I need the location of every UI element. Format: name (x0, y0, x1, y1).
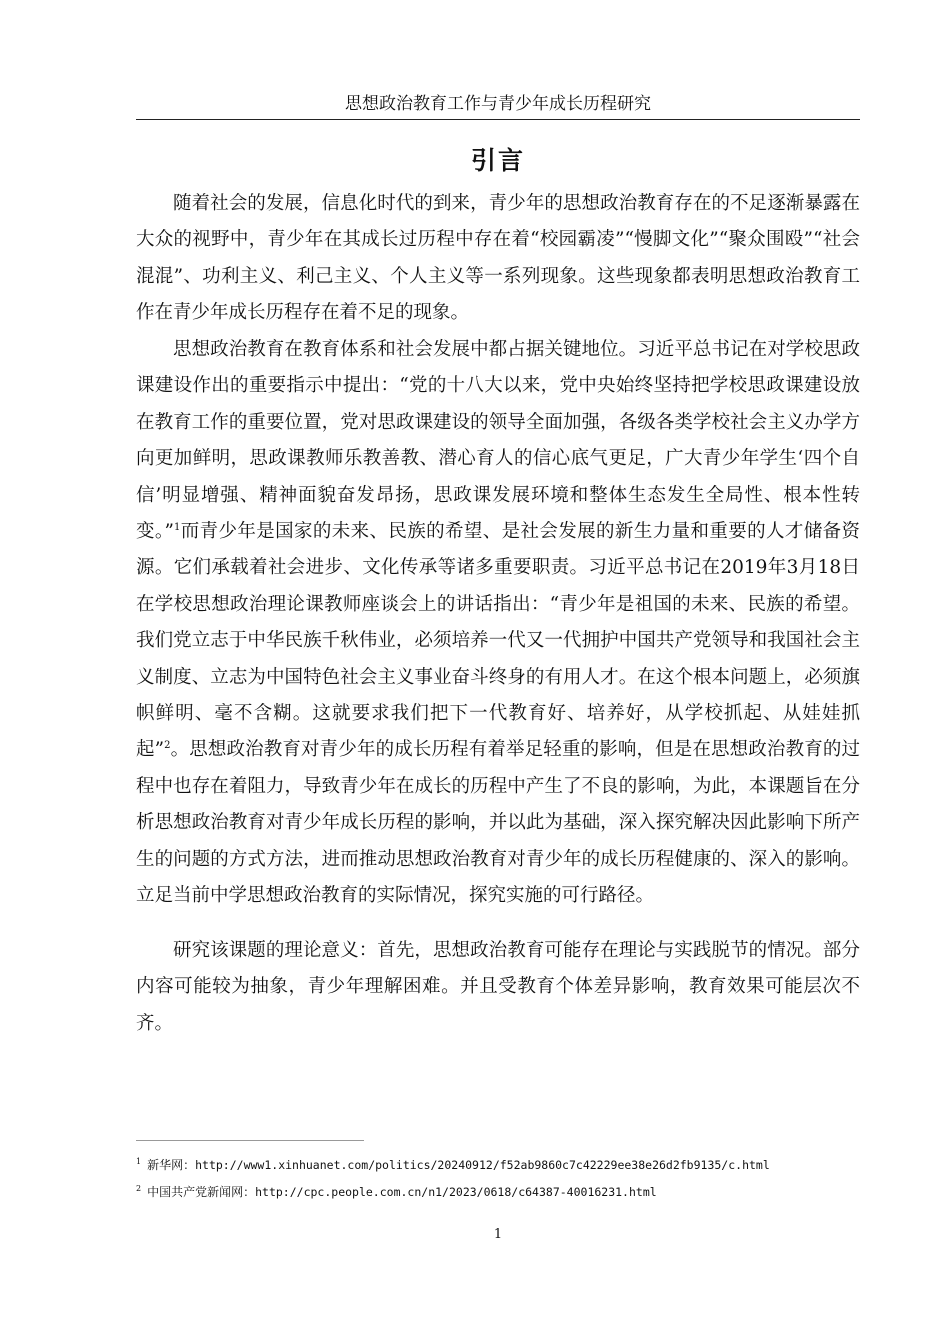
section-title: 引言 (470, 146, 525, 175)
footnote-number: 1 (136, 1157, 142, 1166)
footnote-link[interactable]: http://cpc.people.com.cn/n1/2023/0618/c64387-40016231.html (255, 1185, 657, 1199)
footnote-ref-2[interactable]: 2 (164, 740, 171, 752)
running-header: 思想政治教育工作与青少年成长历程研究 (345, 94, 651, 114)
footnote-link[interactable]: http://www1.xinhuanet.com/politics/20240912/f52ab9860c7c42229ee38e26d2fb9135/c.html (195, 1158, 770, 1172)
footnote-separator (136, 1140, 364, 1141)
footnote-source: 新华网： (147, 1158, 196, 1172)
footnote-1 (136, 1153, 860, 1174)
paragraph-2-part-a: 思想政治教育在教育体系和社会发展中都占据关键地位。习近平总书记在对学校思政课建设作出的重要指示中提出：“党的十八大以来，党中央始终坚持把学校思政课建设放在教育工作的重要位置，党对思政课建设的领导全面加强，各级各类学校社会主义办学方向更加鲜明，思政课教师乐教善教、潜心育人的信心底气更足，广大青少年学生‘四个自信’明显增强、精神面貌奋发昂扬，思政课发展环境和整体生态发生全局性、根本性转变。” (136, 339, 860, 543)
paragraph-1: 随着社会的发展，信息化时代的到来，青少年的思想政治教育存在的不足逐渐暴露在大众的视野中，青少年在其成长过历程中存在着“校园霸凌”“慢脚文化”“聚众围殴”“社会混混”、功利主义、利己主义、个人主义等一系列现象。这些现象都表明思想政治教育工作在青少年成长历程存在着不足的现象。 (136, 193, 860, 324)
paragraph-2 (136, 332, 860, 915)
footnote-number: 2 (136, 1184, 142, 1193)
footnote-ref-1[interactable]: 1 (173, 521, 181, 533)
paragraph-2-part-b: 而青少年是国家的未来、民族的希望、是社会发展的新生力量和重要的人才储备资源。它们承载着社会进步、文化传承等诸多重要职责。习近平总书记在2019年3月18日在学校思想政治理论课教师座谈会上的讲话指出：“青少年是祖国的未来、民族的希望。我们党立志于中华民族千秋伟业，必须培养一代又一代拥护中国共产党领导和我国社会主义制度、立志为中国特色社会主义事业奋斗终身的有用人才。在这个根本问题上，必须旗帜鲜明、毫不含糊。这就要求我们把下一代教育好、培养好，从学校抓起、从娃娃抓起” (136, 521, 860, 761)
footnote-source: 中国共产党新闻网： (147, 1185, 256, 1199)
paragraph-3: 研究该课题的理论意义：首先，思想政治教育可能存在理论与实践脱节的情况。部分内容可能较为抽象，青少年理解困难。并且受教育个体差异影响，教育效果可能层次不齐。 (136, 940, 860, 1034)
header-rule (136, 119, 860, 120)
footnote-2 (136, 1180, 860, 1201)
paragraph-2-part-c: 。思想政治教育对青少年的成长历程有着举足轻重的影响，但是在思想政治教育的过程中也存在着阻力，导致青少年在成长的历程中产生了不良的影响，为此，本课题旨在分析思想政治教育对青少年成长历程的影响，并以此为基础，深入探究解决因此影响下所产生的问题的方式方法，进而推动思想政治教育对青少年的成长历程健康的、深入的影响。立足当前中学思想政治教育的实际情况，探究实施的可行路径。 (136, 739, 860, 907)
page-number: 1 (493, 1227, 503, 1242)
